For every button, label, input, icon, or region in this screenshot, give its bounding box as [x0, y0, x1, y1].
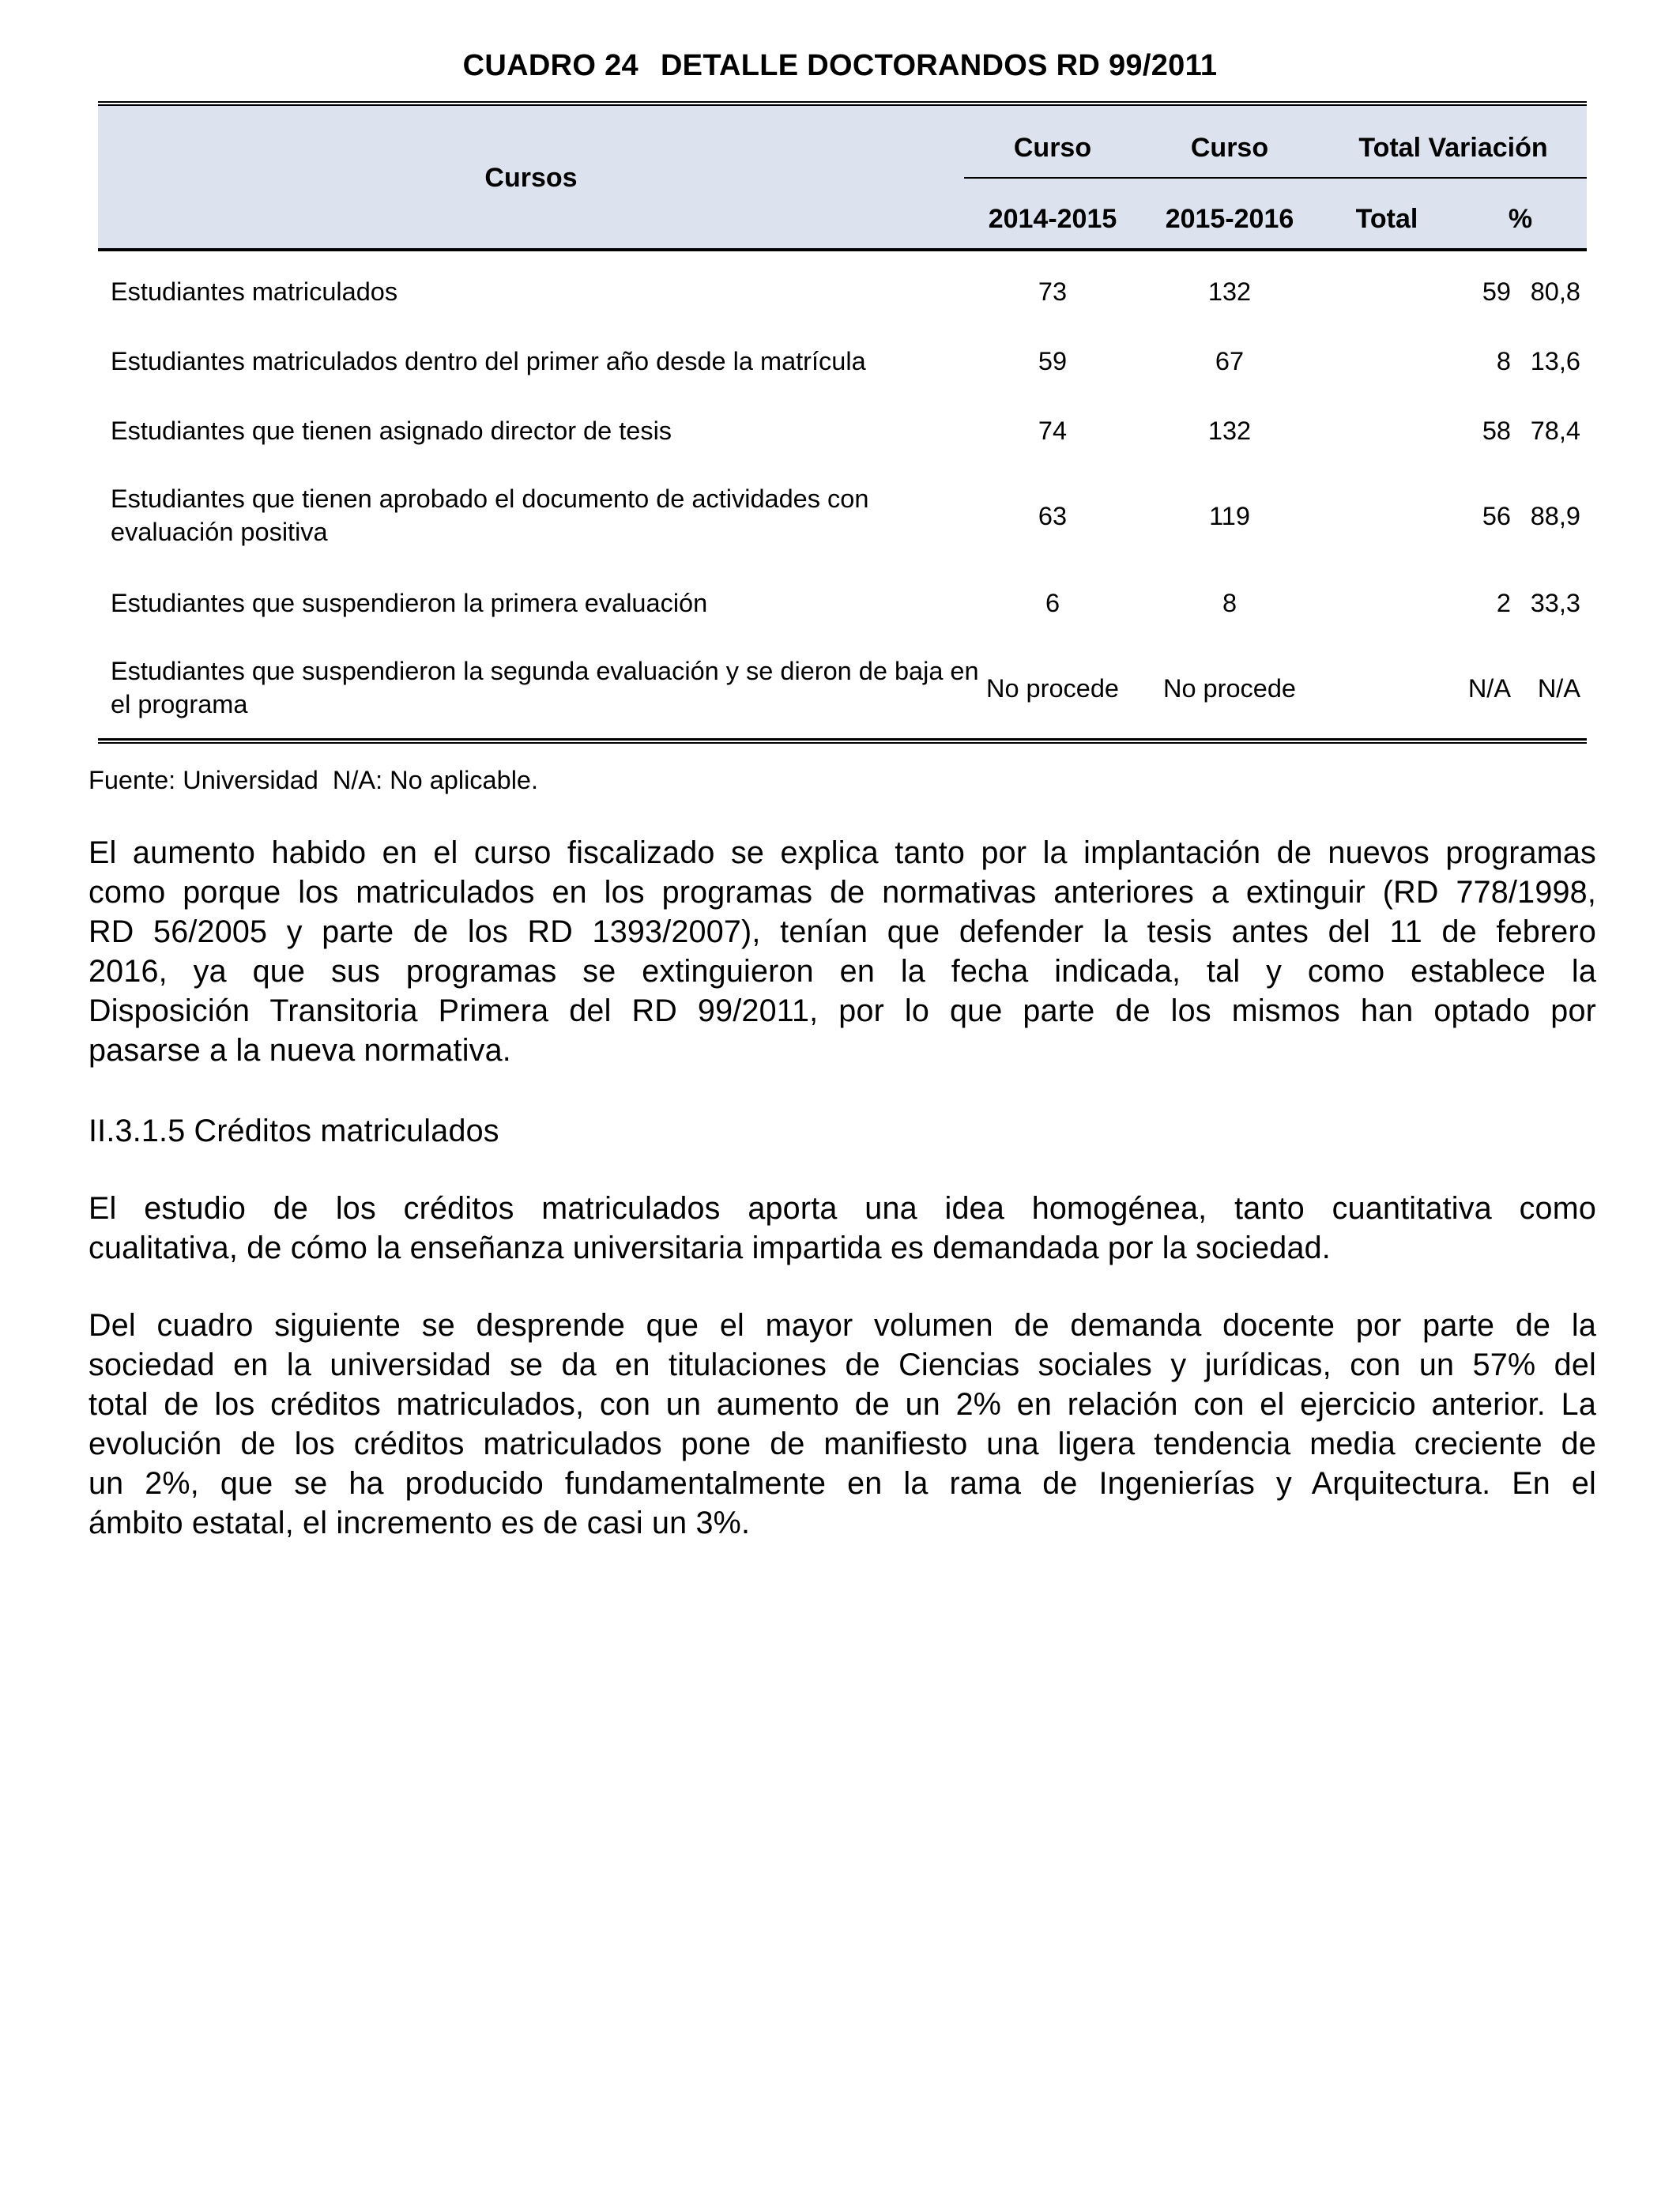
- table-row: [98, 482, 1587, 550]
- table-source-note: Fuente: Universidad N/A: No aplicable.: [89, 766, 539, 794]
- value-percent: 13,6: [1530, 347, 1580, 375]
- header-curso-1: Curso: [1013, 133, 1092, 163]
- table-title-text: DETALLE DOCTORANDOS RD 99/2011: [660, 49, 1218, 82]
- header-year-2014-2015: 2014-2015: [988, 204, 1117, 234]
- value-2015-2016: 119: [1209, 502, 1250, 530]
- table-title-number: CUADRO 24: [462, 49, 638, 82]
- value-total: 56: [1482, 502, 1511, 530]
- paragraph-line: El estudio de los créditos matriculados aporta una idea homogénea, tanto cuantitativa como: [89, 1191, 1596, 1226]
- value-total: N/A: [1467, 674, 1511, 703]
- header-cursos: Cursos: [484, 163, 578, 193]
- value-percent: 33,3: [1530, 589, 1580, 617]
- header-divider: [964, 177, 1587, 179]
- paragraph-line: RD 56/2005 y parte de los RD 1393/2007), tenían que defender la tesis antes del 11 de febrero: [89, 914, 1596, 949]
- section-heading: II.3.1.5 Créditos matriculados: [89, 1114, 499, 1148]
- value-percent: 78,4: [1530, 417, 1580, 445]
- paragraph-line: un 2%, que se ha producido fundamentalmente en la rama de Ingenierías y Arquitectura. En el: [89, 1466, 1596, 1501]
- paragraph-line: como porque los matriculados en los programas de normativas anteriores a extinguir (RD 778/1998,: [89, 875, 1596, 910]
- value-2014-2015: 63: [1038, 502, 1068, 530]
- table-row: [98, 275, 1587, 308]
- paragraph-line: El aumento habido en el curso fiscalizado se explica tanto por la implantación de nuevos programas: [89, 835, 1596, 870]
- table-title: [0, 46, 1680, 85]
- value-percent: N/A: [1537, 674, 1580, 703]
- value-total: 58: [1482, 417, 1511, 445]
- value-2015-2016: No procede: [1162, 674, 1297, 703]
- row-label: Estudiantes que suspendieron la primera evaluación: [111, 589, 708, 617]
- row-label: Estudiantes que suspendieron la segunda evaluación y se dieron de baja en el programa: [111, 657, 979, 718]
- value-total: 2: [1496, 589, 1511, 617]
- row-label: Estudiantes matriculados: [111, 277, 398, 306]
- row-label: Estudiantes que tienen aprobado el documento de actividades con evaluación positiva: [111, 484, 869, 546]
- paragraph-estudio: [89, 1189, 1596, 1268]
- table-row: [98, 586, 1587, 620]
- value-2014-2015: 6: [1045, 589, 1060, 617]
- paragraph-cuadro-siguiente: [89, 1306, 1596, 1543]
- table-row: [98, 654, 1587, 722]
- value-total: 59: [1482, 277, 1511, 306]
- header-bottom-rule: [98, 248, 1587, 251]
- paragraph-line: Disposición Transitoria Primera del RD 99/2011, por lo que parte de los mismos han optado por: [89, 993, 1596, 1028]
- paragraph-line: Del cuadro siguiente se desprende que el mayor volumen de demanda docente por parte de la: [89, 1308, 1596, 1343]
- value-percent: 88,9: [1530, 502, 1580, 530]
- paragraph-line: 2016, ya que sus programas se extinguieron en la fecha indicada, tal y como establece la: [89, 954, 1596, 989]
- value-percent: 80,8: [1530, 277, 1580, 306]
- table-row: [98, 345, 1587, 378]
- paragraph-line: ámbito estatal, el incremento es de casi un 3%.: [89, 1506, 751, 1540]
- paragraph-line: sociedad en la universidad se da en titulaciones de Ciencias sociales y jurídicas, con un 57% del: [89, 1348, 1596, 1382]
- paragraph-line: total de los créditos matriculados, con un aumento de un 2% en relación con el ejercicio anterior. La: [89, 1387, 1596, 1422]
- table-bottom-rule: [98, 738, 1587, 744]
- row-label: Estudiantes que tienen asignado director de tesis: [111, 417, 672, 445]
- header-total: Total: [1355, 204, 1418, 234]
- value-2014-2015: No procede: [985, 674, 1120, 703]
- header-total-variacion: Total Variación: [1358, 133, 1548, 163]
- value-2014-2015: 73: [1038, 277, 1068, 306]
- value-2015-2016: 132: [1207, 417, 1252, 445]
- paragraph-line: pasarse a la nueva normativa.: [89, 1033, 511, 1068]
- paragraph-aumento: [89, 833, 1596, 1070]
- value-2015-2016: 132: [1207, 277, 1252, 306]
- table-row: [98, 414, 1587, 447]
- value-2015-2016: 67: [1215, 347, 1245, 375]
- paragraph-line: cualitativa, de cómo la enseñanza universitaria impartida es demandada por la sociedad.: [89, 1231, 1331, 1265]
- header-year-2015-2016: 2015-2016: [1165, 204, 1294, 234]
- value-2014-2015: 59: [1038, 347, 1068, 375]
- header-percent: %: [1508, 204, 1533, 234]
- value-2014-2015: 74: [1038, 417, 1068, 445]
- value-total: 8: [1496, 347, 1511, 375]
- row-label: Estudiantes matriculados dentro del primer año desde la matrícula: [111, 347, 866, 375]
- header-curso-2: Curso: [1190, 133, 1269, 163]
- value-2015-2016: 8: [1222, 589, 1237, 617]
- paragraph-line: evolución de los créditos matriculados pone de manifiesto una ligera tendencia media creciente de: [89, 1427, 1596, 1461]
